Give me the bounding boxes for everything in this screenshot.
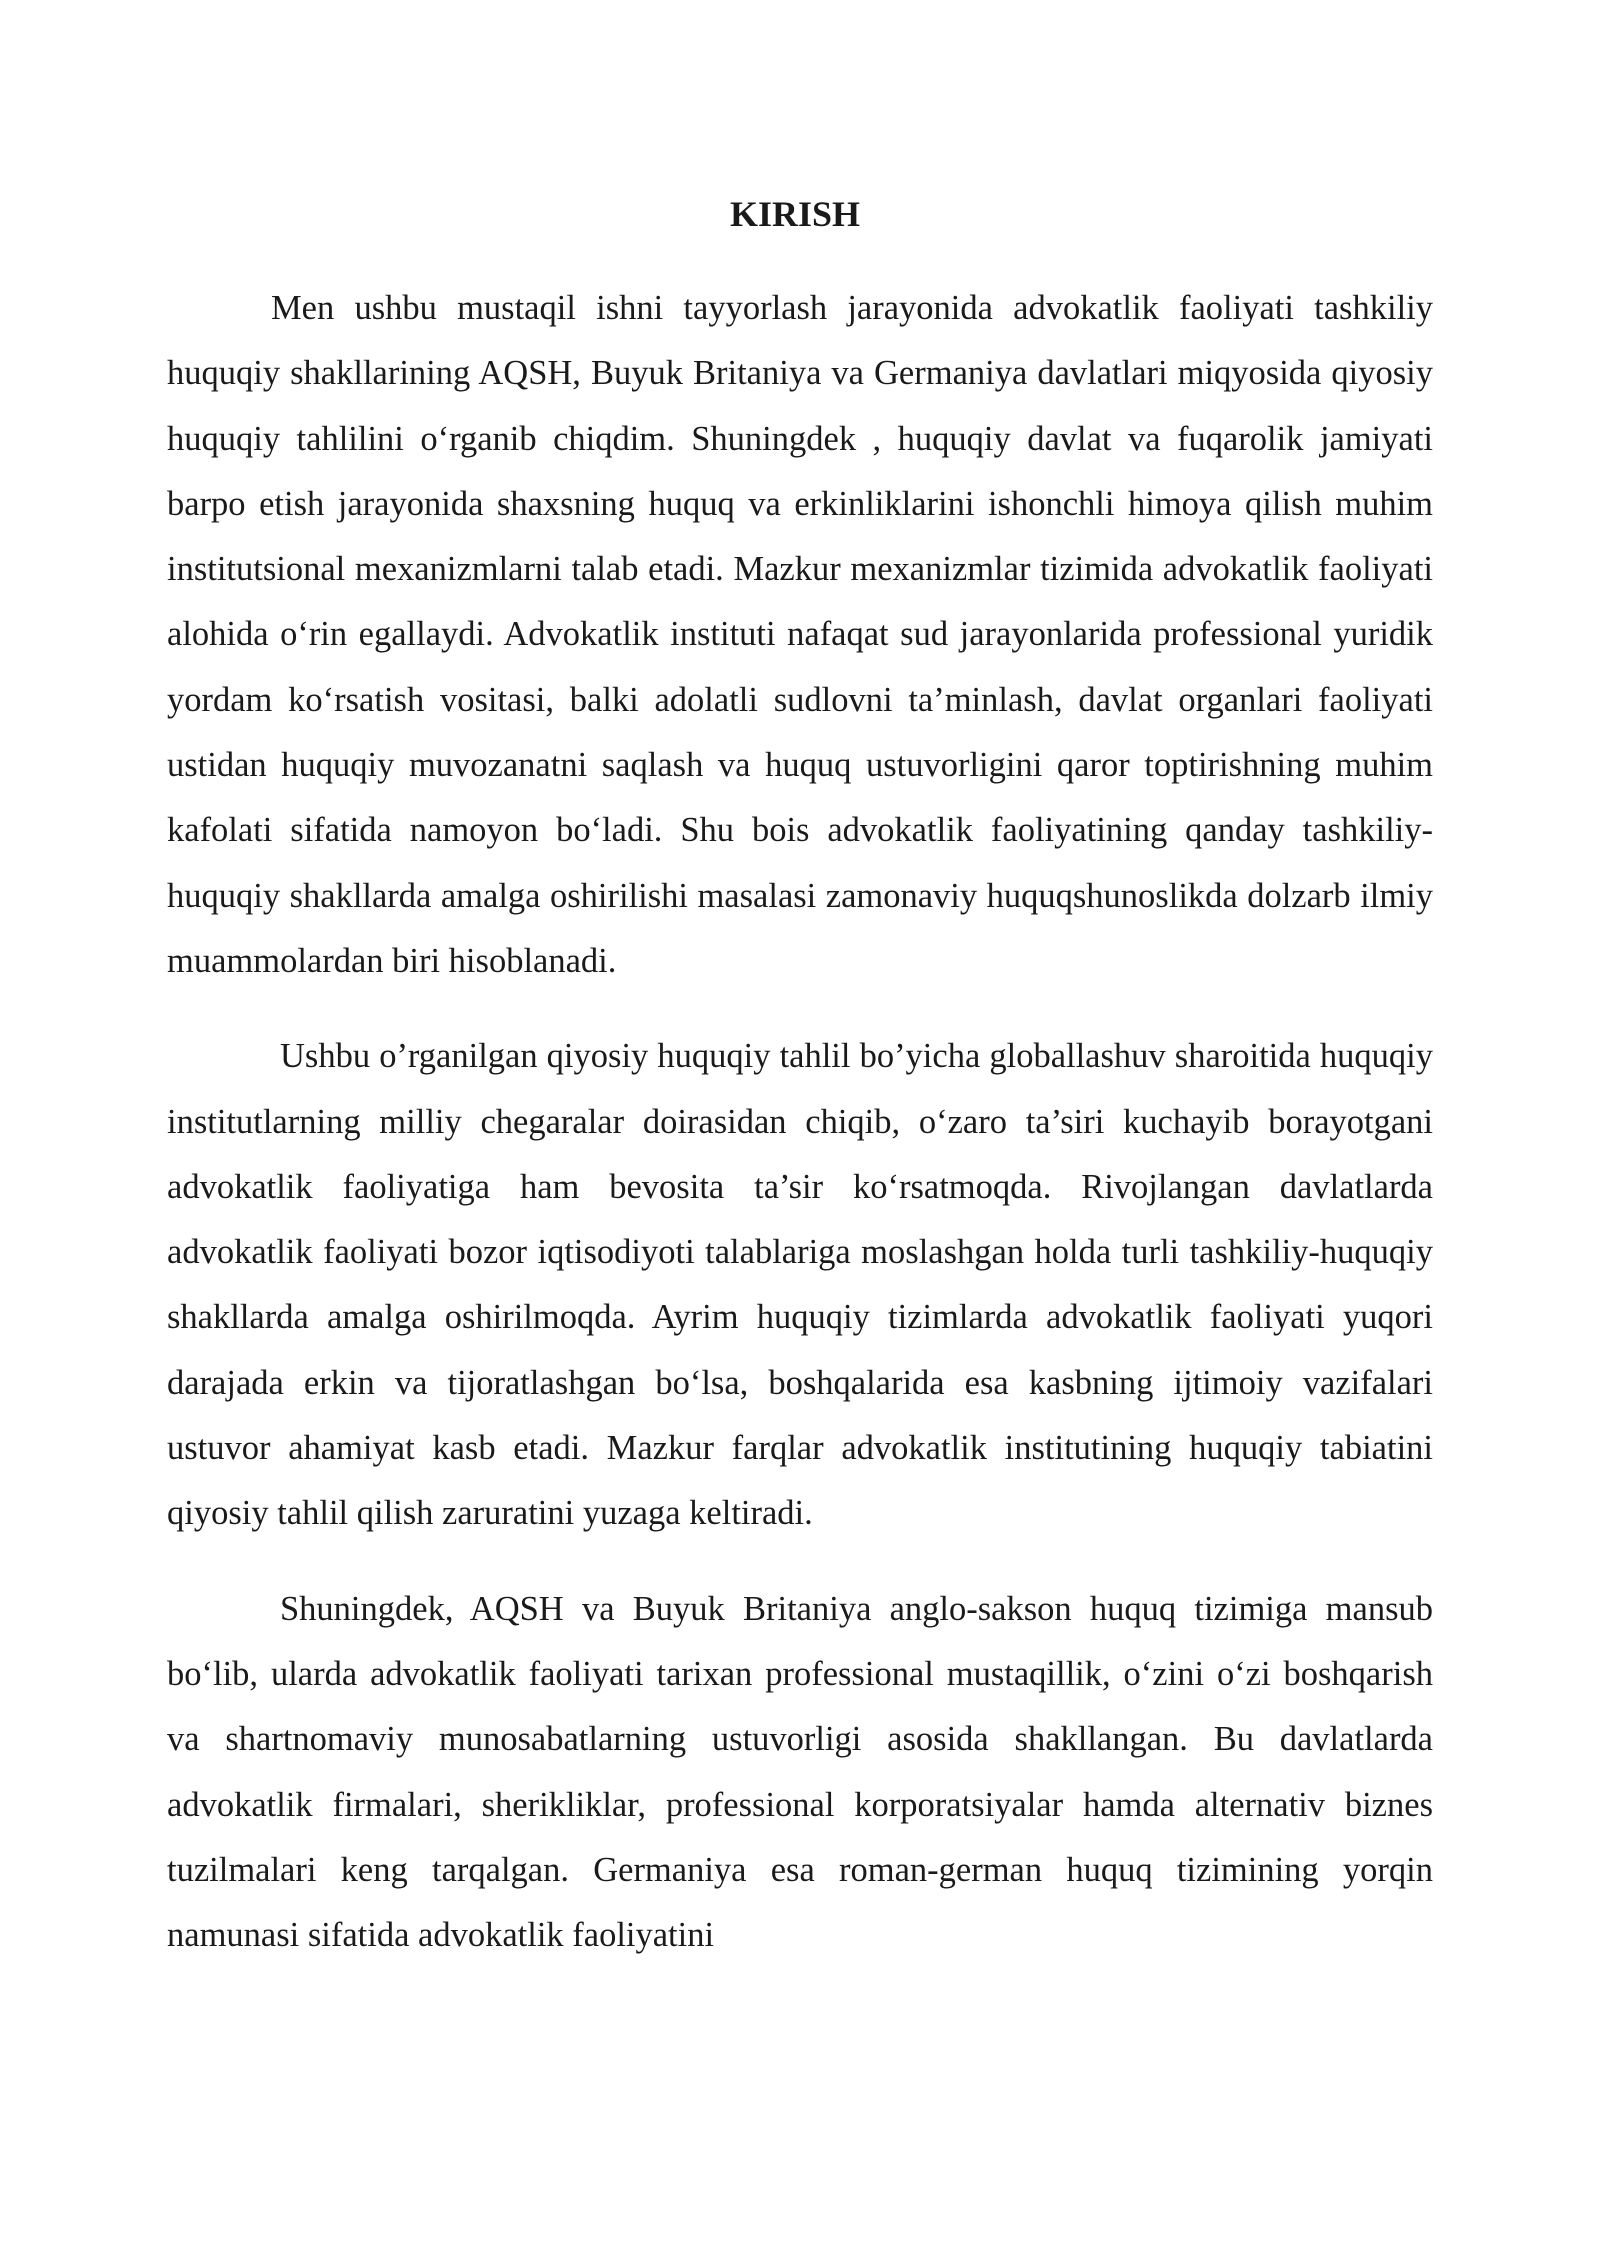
document-page: [167, 190, 1433, 1968]
paragraph-globalization: Ushbu o’rganilgan qiyosiy huquqiy tahlil bo’yicha globallashuv sharoitida huquqiy institutlarning milliy chegaralar doirasidan chiqib, o‘zaro ta’siri kuchayib borayotgani advokatlik faoliyatiga ham bevosita ta’sir ko‘rsatmoqda. Rivojlangan davlatlarda advokatlik faoliyati bozor iqtisodiyoti talablariga moslashgan holda turli tashkiliy-huquqiy shakllarda amalga oshirilmoqda. Ayrim huquqiy tizimlarda advokatlik faoliyati yuqori darajada erkin va tijoratlashgan bo‘lsa, boshqalarida esa kasbning ijtimoiy vazifalari ustuvor ahamiyat kasb etadi. Mazkur farqlar advokatlik institutining huquqiy tabiatini qiyosiy tahlil qilish zaruratini yuzaga keltiradi.: [167, 1037, 1433, 1533]
document-heading: KIRISH: [729, 194, 861, 234]
paragraph-legal-systems: Shuningdek, AQSH va Buyuk Britaniya anglo-sakson huquq tizimiga mansub bo‘lib, ularda advokatlik faoliyati tarixan professional mustaqillik, o‘zini o‘zi boshqarish va shartnomaviy munosabatlarning ustuvorligi asosida shakllangan. Bu davlatlarda advokatlik firmalari, sherikliklar, professional korporatsiyalar hamda alternativ biznes tuzilmalari keng tarqalgan. Germaniya esa roman-german huquq tizimining yorqin namunasi sifatida advokatlik faoliyatini: [167, 1589, 1433, 1955]
paragraph-introduction: Men ushbu mustaqil ishni tayyorlash jarayonida advokatlik faoliyati tashkiliy huquqiy shakllarining AQSH, Buyuk Britaniya va Germaniya davlatlari miqyosida qiyosiy huquqiy tahlilini o‘rganib chiqdim. Shuningdek , huquqiy davlat va fuqarolik jamiyati barpo etish jarayonida shaxsning huquq va erkinliklarini ishonchli himoya qilish muhim institutsional mexanizmlarni talab etadi. Mazkur mexanizmlar tizimida advokatlik faoliyati alohida o‘rin egallaydi. Advokatlik instituti nafaqat sud jarayonlarida professional yuridik yordam ko‘rsatish vositasi, balki adolatli sudlovni ta’minlash, davlat organlari faoliyati ustidan huquqiy muvozanatni saqlash va huquq ustuvorligini qaror toptirishning muhim kafolati sifatida namoyon bo‘ladi. Shu bois advokatlik faoliyatining qanday tashkiliy-huquqiy shakllarda amalga oshirilishi masalasi zamonaviy huquqshunoslikda dolzarb ilmiy muammolardan biri hisoblanadi.: [167, 289, 1433, 980]
